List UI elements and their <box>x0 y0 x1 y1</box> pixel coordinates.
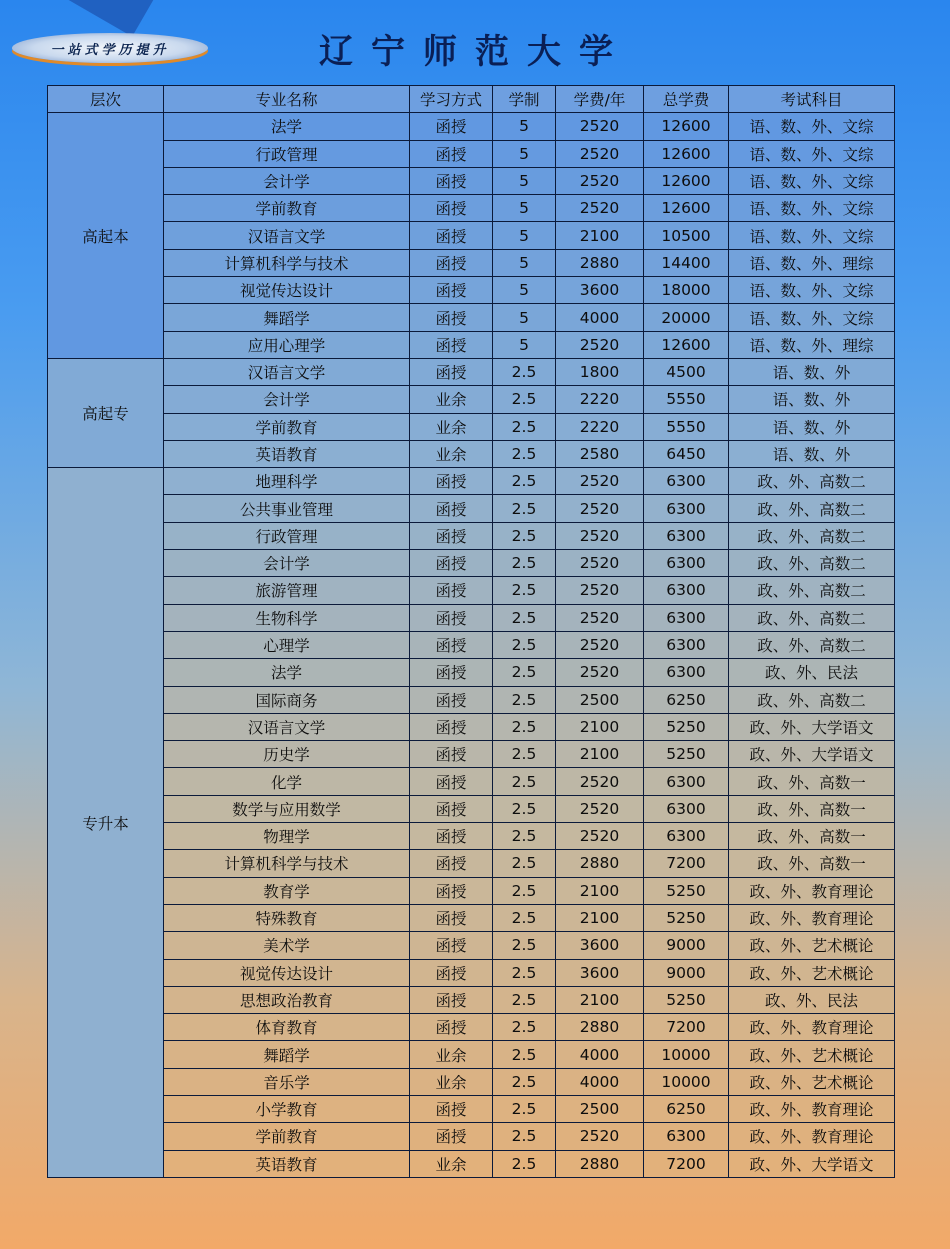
study-mode-cell: 函授 <box>410 331 493 358</box>
duration-cell: 2.5 <box>493 550 556 577</box>
header-total-fee: 总学费 <box>644 86 729 113</box>
header-level: 层次 <box>48 86 164 113</box>
study-mode-cell: 函授 <box>410 222 493 249</box>
total-fee-cell: 14400 <box>644 249 729 276</box>
major-cell: 会计学 <box>164 550 410 577</box>
study-mode-cell: 函授 <box>410 495 493 522</box>
level-cell: 高起专 <box>48 358 164 467</box>
duration-cell: 2.5 <box>493 686 556 713</box>
total-fee-cell: 7200 <box>644 850 729 877</box>
exam-subjects-cell: 语、数、外、文综 <box>729 304 895 331</box>
annual-fee-cell: 2880 <box>556 1014 644 1041</box>
total-fee-cell: 6300 <box>644 577 729 604</box>
study-mode-cell: 函授 <box>410 768 493 795</box>
total-fee-cell: 10500 <box>644 222 729 249</box>
duration-cell: 2.5 <box>493 522 556 549</box>
annual-fee-cell: 2520 <box>556 604 644 631</box>
annual-fee-cell: 2580 <box>556 440 644 467</box>
exam-subjects-cell: 语、数、外 <box>729 386 895 413</box>
annual-fee-cell: 2500 <box>556 686 644 713</box>
total-fee-cell: 5250 <box>644 877 729 904</box>
table-row <box>48 1095 895 1122</box>
study-mode-cell: 函授 <box>410 795 493 822</box>
study-mode-cell: 函授 <box>410 631 493 658</box>
level-cell: 高起本 <box>48 113 164 359</box>
table-row <box>48 768 895 795</box>
total-fee-cell: 6300 <box>644 550 729 577</box>
annual-fee-cell: 3600 <box>556 959 644 986</box>
duration-cell: 2.5 <box>493 1041 556 1068</box>
annual-fee-cell: 2100 <box>556 986 644 1013</box>
exam-subjects-cell: 语、数、外 <box>729 440 895 467</box>
major-cell: 计算机科学与技术 <box>164 249 410 276</box>
major-cell: 汉语言文学 <box>164 222 410 249</box>
major-cell: 心理学 <box>164 631 410 658</box>
major-cell: 物理学 <box>164 823 410 850</box>
duration-cell: 5 <box>493 331 556 358</box>
table-row <box>48 1123 895 1150</box>
study-mode-cell: 函授 <box>410 113 493 140</box>
table-row <box>48 686 895 713</box>
exam-subjects-cell: 政、外、艺术概论 <box>729 959 895 986</box>
total-fee-cell: 6300 <box>644 1123 729 1150</box>
header-exam-subjects: 考试科目 <box>729 86 895 113</box>
exam-subjects-cell: 语、数、外 <box>729 413 895 440</box>
table-row <box>48 877 895 904</box>
annual-fee-cell: 2100 <box>556 877 644 904</box>
major-cell: 舞蹈学 <box>164 304 410 331</box>
annual-fee-cell: 2880 <box>556 850 644 877</box>
study-mode-cell: 函授 <box>410 904 493 931</box>
major-cell: 应用心理学 <box>164 331 410 358</box>
total-fee-cell: 6300 <box>644 468 729 495</box>
duration-cell: 2.5 <box>493 413 556 440</box>
exam-subjects-cell: 政、外、高数二 <box>729 550 895 577</box>
major-cell: 视觉传达设计 <box>164 277 410 304</box>
study-mode-cell: 业余 <box>410 1150 493 1177</box>
top-banner-text <box>200 0 840 8</box>
level-cell: 专升本 <box>48 468 164 1178</box>
annual-fee-cell: 2520 <box>556 1123 644 1150</box>
table-header-row <box>48 86 895 113</box>
duration-cell: 5 <box>493 304 556 331</box>
study-mode-cell: 函授 <box>410 823 493 850</box>
exam-subjects-cell: 语、数、外、文综 <box>729 140 895 167</box>
duration-cell: 2.5 <box>493 741 556 768</box>
annual-fee-cell: 2520 <box>556 113 644 140</box>
annual-fee-cell: 2100 <box>556 222 644 249</box>
table-row <box>48 850 895 877</box>
table-row <box>48 659 895 686</box>
exam-subjects-cell: 政、外、教育理论 <box>729 1095 895 1122</box>
duration-cell: 2.5 <box>493 959 556 986</box>
exam-subjects-cell: 语、数、外、文综 <box>729 167 895 194</box>
total-fee-cell: 12600 <box>644 167 729 194</box>
study-mode-cell: 函授 <box>410 550 493 577</box>
total-fee-cell: 5250 <box>644 741 729 768</box>
exam-subjects-cell: 政、外、大学语文 <box>729 741 895 768</box>
total-fee-cell: 9000 <box>644 932 729 959</box>
table-row <box>48 604 895 631</box>
table-row <box>48 904 895 931</box>
annual-fee-cell: 2220 <box>556 386 644 413</box>
duration-cell: 2.5 <box>493 386 556 413</box>
study-mode-cell: 业余 <box>410 1041 493 1068</box>
duration-cell: 2.5 <box>493 358 556 385</box>
annual-fee-cell: 2220 <box>556 413 644 440</box>
major-cell: 行政管理 <box>164 522 410 549</box>
table-row <box>48 195 895 222</box>
major-cell: 视觉传达设计 <box>164 959 410 986</box>
total-fee-cell: 6300 <box>644 631 729 658</box>
duration-cell: 5 <box>493 249 556 276</box>
total-fee-cell: 6250 <box>644 1095 729 1122</box>
major-cell: 生物科学 <box>164 604 410 631</box>
table-row <box>48 1150 895 1177</box>
total-fee-cell: 6300 <box>644 659 729 686</box>
exam-subjects-cell: 语、数、外、文综 <box>729 277 895 304</box>
exam-subjects-cell: 政、外、民法 <box>729 659 895 686</box>
duration-cell: 2.5 <box>493 877 556 904</box>
total-fee-cell: 20000 <box>644 304 729 331</box>
major-cell: 化学 <box>164 768 410 795</box>
exam-subjects-cell: 政、外、高数二 <box>729 522 895 549</box>
annual-fee-cell: 2520 <box>556 468 644 495</box>
exam-subjects-cell: 语、数、外、文综 <box>729 195 895 222</box>
duration-cell: 2.5 <box>493 604 556 631</box>
table-row <box>48 577 895 604</box>
duration-cell: 5 <box>493 277 556 304</box>
table-row <box>48 495 895 522</box>
study-mode-cell: 业余 <box>410 1068 493 1095</box>
total-fee-cell: 6300 <box>644 604 729 631</box>
table-row <box>48 331 895 358</box>
exam-subjects-cell: 语、数、外 <box>729 358 895 385</box>
duration-cell: 5 <box>493 222 556 249</box>
major-cell: 特殊教育 <box>164 904 410 931</box>
table-row <box>48 795 895 822</box>
table-row <box>48 358 895 385</box>
annual-fee-cell: 2520 <box>556 140 644 167</box>
duration-cell: 5 <box>493 113 556 140</box>
major-cell: 历史学 <box>164 741 410 768</box>
exam-subjects-cell: 政、外、高数二 <box>729 631 895 658</box>
total-fee-cell: 6450 <box>644 440 729 467</box>
exam-subjects-cell: 政、外、教育理论 <box>729 877 895 904</box>
total-fee-cell: 6300 <box>644 795 729 822</box>
study-mode-cell: 函授 <box>410 468 493 495</box>
study-mode-cell: 业余 <box>410 413 493 440</box>
exam-subjects-cell: 政、外、教育理论 <box>729 1014 895 1041</box>
exam-subjects-cell: 政、外、高数二 <box>729 577 895 604</box>
exam-subjects-cell: 政、外、高数一 <box>729 850 895 877</box>
exam-subjects-cell: 政、外、高数一 <box>729 823 895 850</box>
total-fee-cell: 12600 <box>644 331 729 358</box>
total-fee-cell: 5250 <box>644 986 729 1013</box>
annual-fee-cell: 2520 <box>556 495 644 522</box>
annual-fee-cell: 2520 <box>556 577 644 604</box>
annual-fee-cell: 2520 <box>556 659 644 686</box>
table-row <box>48 959 895 986</box>
duration-cell: 5 <box>493 140 556 167</box>
duration-cell: 2.5 <box>493 795 556 822</box>
table-body <box>48 113 895 1178</box>
table-row <box>48 440 895 467</box>
exam-subjects-cell: 政、外、教育理论 <box>729 1123 895 1150</box>
header-duration: 学制 <box>493 86 556 113</box>
table-row <box>48 1041 895 1068</box>
duration-cell: 2.5 <box>493 1014 556 1041</box>
table-row <box>48 1068 895 1095</box>
major-cell: 行政管理 <box>164 140 410 167</box>
major-cell: 教育学 <box>164 877 410 904</box>
exam-subjects-cell: 政、外、高数二 <box>729 468 895 495</box>
major-cell: 思想政治教育 <box>164 986 410 1013</box>
annual-fee-cell: 2100 <box>556 713 644 740</box>
major-cell: 舞蹈学 <box>164 1041 410 1068</box>
table-row <box>48 823 895 850</box>
study-mode-cell: 函授 <box>410 604 493 631</box>
table-row <box>48 386 895 413</box>
total-fee-cell: 9000 <box>644 959 729 986</box>
table-row <box>48 167 895 194</box>
duration-cell: 2.5 <box>493 932 556 959</box>
major-cell: 会计学 <box>164 167 410 194</box>
study-mode-cell: 函授 <box>410 1014 493 1041</box>
exam-subjects-cell: 政、外、大学语文 <box>729 1150 895 1177</box>
major-cell: 计算机科学与技术 <box>164 850 410 877</box>
study-mode-cell: 函授 <box>410 522 493 549</box>
exam-subjects-cell: 政、外、民法 <box>729 986 895 1013</box>
study-mode-cell: 函授 <box>410 1095 493 1122</box>
total-fee-cell: 6300 <box>644 495 729 522</box>
study-mode-cell: 函授 <box>410 277 493 304</box>
duration-cell: 2.5 <box>493 577 556 604</box>
duration-cell: 2.5 <box>493 631 556 658</box>
major-cell: 汉语言文学 <box>164 358 410 385</box>
table-row <box>48 113 895 140</box>
header-major: 专业名称 <box>164 86 410 113</box>
table-row <box>48 986 895 1013</box>
total-fee-cell: 6300 <box>644 522 729 549</box>
duration-cell: 2.5 <box>493 440 556 467</box>
exam-subjects-cell: 政、外、高数二 <box>729 495 895 522</box>
total-fee-cell: 7200 <box>644 1014 729 1041</box>
table-row <box>48 277 895 304</box>
study-mode-cell: 函授 <box>410 850 493 877</box>
table-row <box>48 249 895 276</box>
annual-fee-cell: 3600 <box>556 277 644 304</box>
exam-subjects-cell: 政、外、高数一 <box>729 795 895 822</box>
duration-cell: 2.5 <box>493 1150 556 1177</box>
table-row <box>48 304 895 331</box>
study-mode-cell: 函授 <box>410 686 493 713</box>
total-fee-cell: 6250 <box>644 686 729 713</box>
major-cell: 体育教育 <box>164 1014 410 1041</box>
duration-cell: 5 <box>493 167 556 194</box>
annual-fee-cell: 2880 <box>556 1150 644 1177</box>
duration-cell: 2.5 <box>493 768 556 795</box>
total-fee-cell: 5250 <box>644 904 729 931</box>
study-mode-cell: 函授 <box>410 304 493 331</box>
total-fee-cell: 12600 <box>644 113 729 140</box>
annual-fee-cell: 2520 <box>556 331 644 358</box>
annual-fee-cell: 2520 <box>556 795 644 822</box>
exam-subjects-cell: 政、外、艺术概论 <box>729 1068 895 1095</box>
major-cell: 国际商务 <box>164 686 410 713</box>
table-row <box>48 413 895 440</box>
duration-cell: 2.5 <box>493 713 556 740</box>
study-mode-cell: 业余 <box>410 386 493 413</box>
total-fee-cell: 5550 <box>644 386 729 413</box>
major-cell: 小学教育 <box>164 1095 410 1122</box>
annual-fee-cell: 4000 <box>556 1068 644 1095</box>
annual-fee-cell: 2520 <box>556 167 644 194</box>
table-row <box>48 468 895 495</box>
study-mode-cell: 函授 <box>410 959 493 986</box>
major-cell: 学前教育 <box>164 1123 410 1150</box>
annual-fee-cell: 2520 <box>556 195 644 222</box>
annual-fee-cell: 4000 <box>556 1041 644 1068</box>
table-row <box>48 140 895 167</box>
table-row <box>48 713 895 740</box>
study-mode-cell: 函授 <box>410 713 493 740</box>
exam-subjects-cell: 语、数、外、文综 <box>729 113 895 140</box>
table-row <box>48 550 895 577</box>
total-fee-cell: 4500 <box>644 358 729 385</box>
total-fee-cell: 10000 <box>644 1068 729 1095</box>
annual-fee-cell: 2520 <box>556 631 644 658</box>
duration-cell: 2.5 <box>493 850 556 877</box>
study-mode-cell: 函授 <box>410 140 493 167</box>
study-mode-cell: 函授 <box>410 932 493 959</box>
study-mode-cell: 函授 <box>410 741 493 768</box>
header-annual-fee: 学费/年 <box>556 86 644 113</box>
major-cell: 学前教育 <box>164 413 410 440</box>
study-mode-cell: 函授 <box>410 659 493 686</box>
total-fee-cell: 7200 <box>644 1150 729 1177</box>
total-fee-cell: 5550 <box>644 413 729 440</box>
duration-cell: 2.5 <box>493 823 556 850</box>
major-cell: 音乐学 <box>164 1068 410 1095</box>
table-row <box>48 631 895 658</box>
table-row <box>48 741 895 768</box>
exam-subjects-cell: 政、外、大学语文 <box>729 713 895 740</box>
exam-subjects-cell: 政、外、艺术概论 <box>729 932 895 959</box>
duration-cell: 5 <box>493 195 556 222</box>
duration-cell: 2.5 <box>493 468 556 495</box>
header-study-mode: 学习方式 <box>410 86 493 113</box>
study-mode-cell: 函授 <box>410 167 493 194</box>
study-mode-cell: 函授 <box>410 986 493 1013</box>
major-cell: 学前教育 <box>164 195 410 222</box>
major-cell: 法学 <box>164 659 410 686</box>
exam-subjects-cell: 政、外、艺术概论 <box>729 1041 895 1068</box>
table-row <box>48 222 895 249</box>
study-mode-cell: 函授 <box>410 877 493 904</box>
duration-cell: 2.5 <box>493 986 556 1013</box>
major-cell: 会计学 <box>164 386 410 413</box>
major-cell: 公共事业管理 <box>164 495 410 522</box>
total-fee-cell: 10000 <box>644 1041 729 1068</box>
page-title: 辽宁师范大学 <box>319 32 631 72</box>
exam-subjects-cell: 语、数、外、理综 <box>729 249 895 276</box>
annual-fee-cell: 1800 <box>556 358 644 385</box>
annual-fee-cell: 2500 <box>556 1095 644 1122</box>
duration-cell: 2.5 <box>493 659 556 686</box>
total-fee-cell: 6300 <box>644 768 729 795</box>
total-fee-cell: 6300 <box>644 823 729 850</box>
exam-subjects-cell: 语、数、外、理综 <box>729 331 895 358</box>
annual-fee-cell: 3600 <box>556 932 644 959</box>
annual-fee-cell: 2520 <box>556 823 644 850</box>
exam-subjects-cell: 语、数、外、文综 <box>729 222 895 249</box>
study-mode-cell: 函授 <box>410 195 493 222</box>
table-row <box>48 932 895 959</box>
exam-subjects-cell: 政、外、高数二 <box>729 686 895 713</box>
total-fee-cell: 12600 <box>644 140 729 167</box>
program-fee-table <box>47 85 895 1178</box>
duration-cell: 2.5 <box>493 904 556 931</box>
table-row <box>48 522 895 549</box>
annual-fee-cell: 2880 <box>556 249 644 276</box>
exam-subjects-cell: 政、外、教育理论 <box>729 904 895 931</box>
major-cell: 旅游管理 <box>164 577 410 604</box>
duration-cell: 2.5 <box>493 1095 556 1122</box>
study-mode-cell: 函授 <box>410 358 493 385</box>
total-fee-cell: 18000 <box>644 277 729 304</box>
annual-fee-cell: 2520 <box>556 550 644 577</box>
annual-fee-cell: 2100 <box>556 741 644 768</box>
annual-fee-cell: 2100 <box>556 904 644 931</box>
duration-cell: 2.5 <box>493 495 556 522</box>
major-cell: 法学 <box>164 113 410 140</box>
major-cell: 英语教育 <box>164 1150 410 1177</box>
study-mode-cell: 函授 <box>410 249 493 276</box>
major-cell: 汉语言文学 <box>164 713 410 740</box>
exam-subjects-cell: 政、外、高数一 <box>729 768 895 795</box>
major-cell: 英语教育 <box>164 440 410 467</box>
study-mode-cell: 函授 <box>410 577 493 604</box>
duration-cell: 2.5 <box>493 1123 556 1150</box>
annual-fee-cell: 2520 <box>556 522 644 549</box>
annual-fee-cell: 4000 <box>556 304 644 331</box>
slogan-badge: 一站式学历提升 <box>12 33 208 63</box>
annual-fee-cell: 2520 <box>556 768 644 795</box>
major-cell: 数学与应用数学 <box>164 795 410 822</box>
major-cell: 美术学 <box>164 932 410 959</box>
exam-subjects-cell: 政、外、高数二 <box>729 604 895 631</box>
study-mode-cell: 函授 <box>410 1123 493 1150</box>
study-mode-cell: 业余 <box>410 440 493 467</box>
duration-cell: 2.5 <box>493 1068 556 1095</box>
total-fee-cell: 12600 <box>644 195 729 222</box>
major-cell: 地理科学 <box>164 468 410 495</box>
total-fee-cell: 5250 <box>644 713 729 740</box>
table-row <box>48 1014 895 1041</box>
